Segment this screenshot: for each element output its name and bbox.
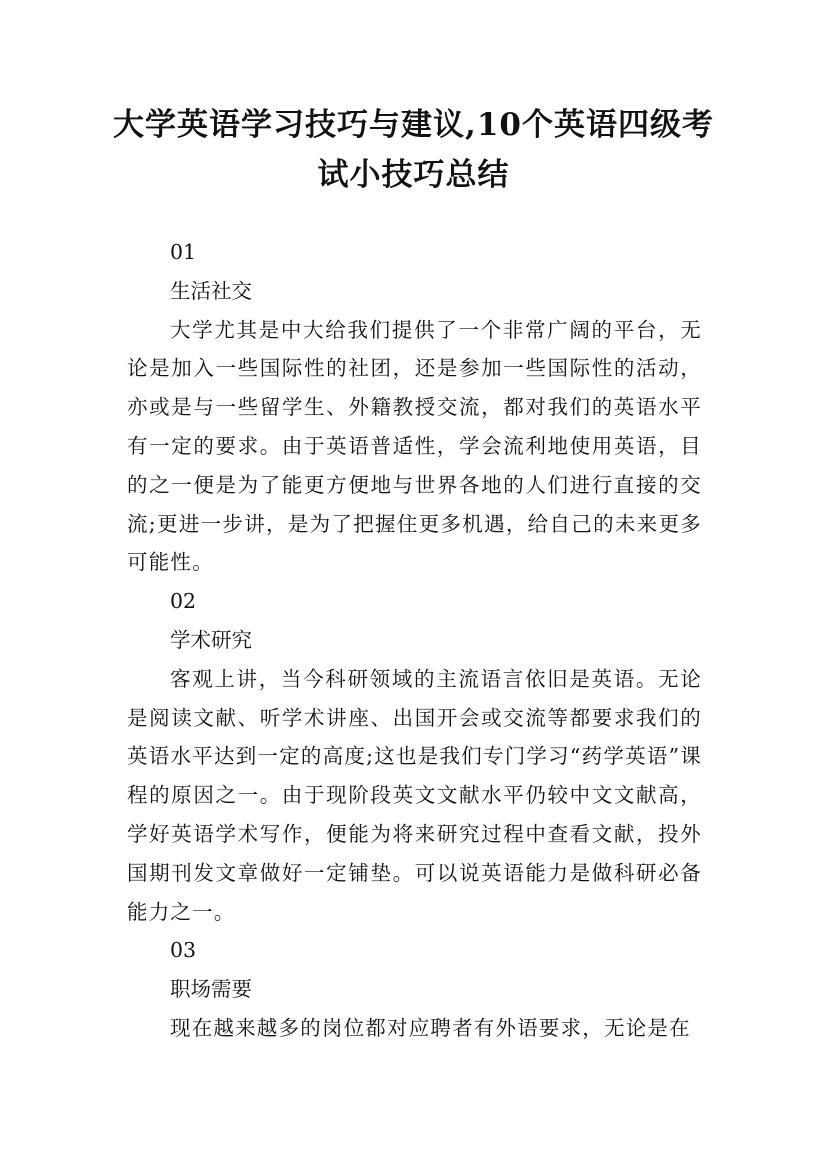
section-heading-social: 生活社交 — [170, 278, 252, 303]
section-heading-research: 学术研究 — [170, 627, 252, 652]
section-number-01: 01 — [170, 240, 197, 264]
section-number-03: 03 — [170, 938, 197, 963]
title-line-2: 试小技巧总结 — [317, 157, 510, 193]
document-title — [110, 100, 717, 200]
section-number-02: 02 — [170, 589, 197, 614]
section-heading-career: 职场需要 — [170, 977, 252, 1002]
section-paragraph-research: 客观上讲，当今科研领域的主流语言依旧是英语。无论是阅读文献、听学术讲座、出国开会或交流等都要求我们的英语水平达到一定的高度;这也是我们专门学习“药学英语”课程的原因之一。由于现阶段英文文献水平仍较中文文献高，学好英语学术写作，便能为将来研究过程中查看文献，投外国期刊发文章做好一定铺垫。可以说英语能力是做科研必备能力之一。 — [127, 666, 702, 924]
title-line-1: 大学英语学习技巧与建议,10个英语四级考 — [113, 107, 714, 143]
document-body — [127, 233, 702, 1048]
section-paragraph-career: 现在越来越多的岗位都对应聘者有外语要求，无论是在 — [170, 1015, 691, 1040]
section-paragraph-social: 大学尤其是中大给我们提供了一个非常广阔的平台，无论是加入一些国际性的社团，还是参加一些国际性的活动，亦或是与一些留学生、外籍教授交流，都对我们的英语水平有一定的要求。由于英语普适性，学会流利地使用英语，目的之一便是为了能更方便地与世界各地的人们进行直接的交流;更进一步讲，是为了把握住更多机遇，给自己的未来更多可能性。 — [127, 317, 702, 575]
